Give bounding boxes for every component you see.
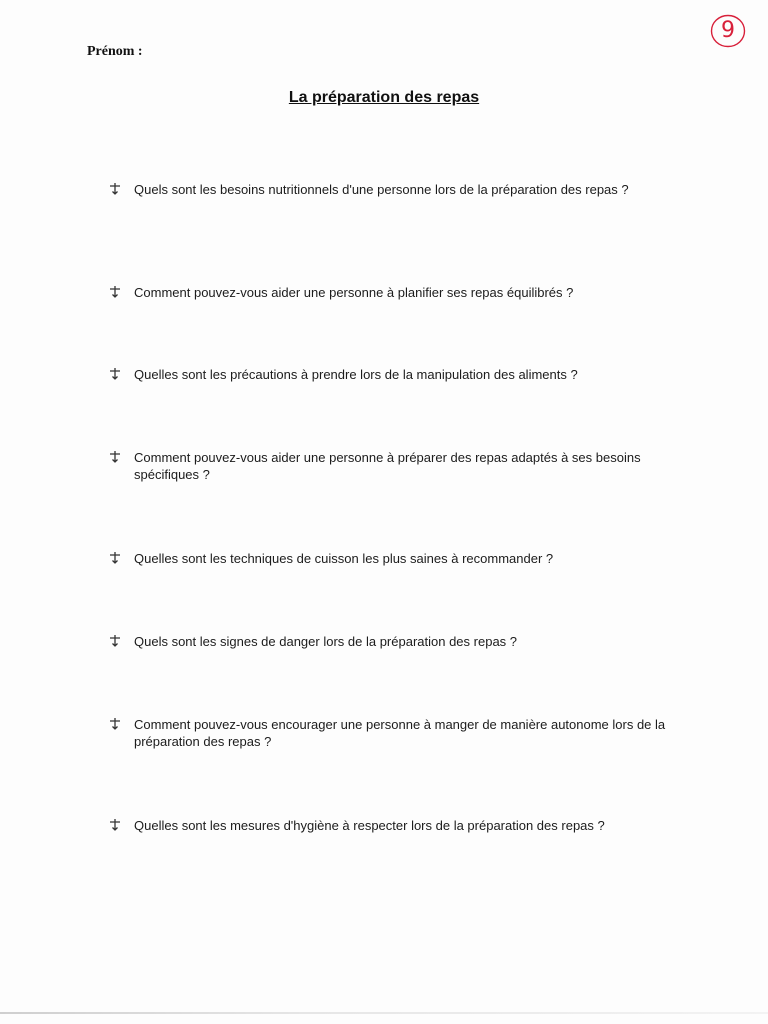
arrow-down-bullet-icon bbox=[108, 633, 134, 649]
arrow-down-bullet-icon bbox=[108, 366, 134, 382]
question-text: Comment pouvez-vous encourager une personne à manger de manière autonome lors de la préparation des repas ? bbox=[134, 717, 666, 749]
question-text: Quelles sont les techniques de cuisson les plus saines à recommander ? bbox=[134, 551, 554, 566]
question-item bbox=[108, 284, 678, 301]
question-item bbox=[108, 633, 678, 650]
question-text: Comment pouvez-vous aider une personne à planifier ses repas équilibrés ? bbox=[134, 285, 574, 300]
question-text: Quels sont les signes de danger lors de la préparation des repas ? bbox=[134, 634, 518, 649]
question-item bbox=[108, 181, 678, 198]
prenom-label: Prénom : bbox=[87, 44, 143, 59]
question-text: Quelles sont les mesures d'hygiène à respecter lors de la préparation des repas ? bbox=[134, 818, 605, 833]
question-text: Comment pouvez-vous aider une personne à préparer des repas adaptés à ses besoins spécifiques ? bbox=[134, 450, 641, 482]
question-text: Quelles sont les précautions à prendre lors de la manipulation des aliments ? bbox=[134, 367, 578, 382]
question-item bbox=[108, 366, 678, 383]
page-number: 9 bbox=[721, 18, 735, 43]
scan-edge-divider bbox=[0, 1012, 768, 1014]
arrow-down-bullet-icon bbox=[108, 181, 134, 197]
question-item bbox=[108, 449, 678, 483]
page-number-mark bbox=[709, 12, 747, 50]
question-item bbox=[108, 817, 678, 834]
page-title: La préparation des repas bbox=[288, 89, 480, 106]
arrow-down-bullet-icon bbox=[108, 817, 134, 833]
arrow-down-bullet-icon bbox=[108, 449, 134, 465]
question-text: Quels sont les besoins nutritionnels d'une personne lors de la préparation des repas ? bbox=[134, 182, 629, 197]
arrow-down-bullet-icon bbox=[108, 284, 134, 300]
question-item bbox=[108, 550, 678, 567]
arrow-down-bullet-icon bbox=[108, 716, 134, 732]
arrow-down-bullet-icon bbox=[108, 550, 134, 566]
question-item bbox=[108, 716, 678, 750]
